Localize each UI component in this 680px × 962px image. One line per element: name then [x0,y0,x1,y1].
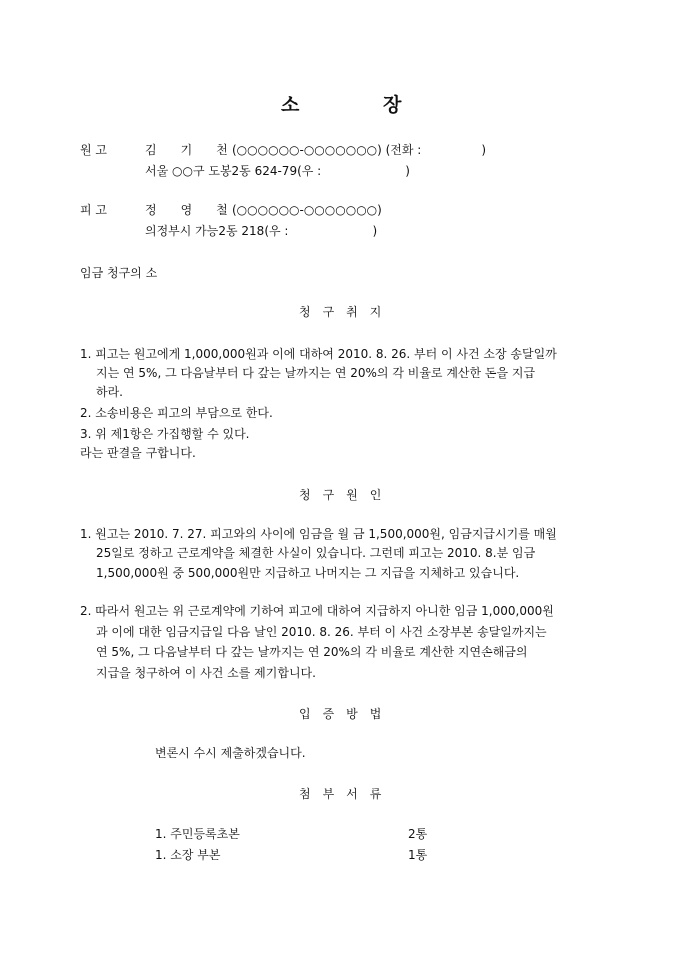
claim-cause-heading: 청 구 원 인 [299,488,382,502]
claim-purpose-closing: 라는 판결을 구합니다. [80,446,196,460]
claim-cause-item-2-line-4: 지급을 청구하여 이 사건 소를 제기합니다. [96,666,316,680]
claim-cause-item-1-line-3: 1,500,000원 중 500,000원만 지급하고 나머지는 그 지급을 지체하고 있습니다. [96,566,520,580]
plaintiff-role: 원 고 [80,143,107,157]
attachment-2-name: 1. 소장 부본 [155,848,221,862]
evidence-text: 변론시 수시 제출하겠습니다. [155,746,306,760]
claim-purpose-item-1-line-3: 하라. [96,385,123,399]
attachment-2-count: 1통 [408,848,428,862]
attachments-heading: 첨 부 서 류 [299,787,382,801]
plaintiff-address: 서울 ○○구 도봉2동 624-79(우 : ) [145,164,410,178]
claim-purpose-item-3: 3. 위 제1항은 가집행할 수 있다. [80,427,250,441]
claim-cause-item-2-line-2: 과 이에 대한 임금지급일 다음 날인 2010. 8. 26. 부터 이 사건 소장부본 송달일까지는 [96,625,547,639]
evidence-heading: 입 증 방 법 [299,707,382,721]
attachment-1-count: 2통 [408,827,428,841]
defendant-address: 의정부시 가능2동 218(우 : ) [145,224,378,238]
defendant-role: 피 고 [80,203,107,217]
plaintiff-name: 김 기 천 [145,143,228,157]
title-char-2: 장 [383,94,402,116]
claim-purpose-item-1-line-1: 1. 피고는 원고에게 1,000,000원과 이에 대하여 2010. 8. 26. 부터 이 사건 소장 송달일까 [80,347,557,361]
claim-cause-item-2-line-3: 연 5%, 그 다음날부터 다 갚는 날까지는 연 20%의 각 비율로 계산한 지연손해금의 [96,645,528,659]
defendant-id: (○○○○○○-○○○○○○○) [232,203,382,217]
claim-purpose-item-2: 2. 소송비용은 피고의 부담으로 한다. [80,406,273,420]
claim-cause-item-1-line-1: 1. 원고는 2010. 7. 27. 피고와의 사이에 임금을 월 금 1,500,000원, 임금지급시기를 매월 [80,527,557,541]
plaintiff-id-phone: (○○○○○○-○○○○○○○) (전화 : ) [232,143,487,157]
case-name: 임금 청구의 소 [80,266,158,280]
defendant-name: 정 영 철 [145,203,228,217]
attachment-1-name: 1. 주민등록초본 [155,827,240,841]
claim-cause-item-1-line-2: 25일로 정하고 근로계약을 체결한 사실이 있습니다. 그런데 피고는 2010. 8.분 임금 [96,546,536,560]
title-char-1: 소 [281,94,300,116]
claim-purpose-heading: 청 구 취 지 [299,305,382,319]
claim-purpose-item-1-line-2: 지는 연 5%, 그 다음날부터 다 갚는 날까지는 연 20%의 각 비율로 계산한 돈을 지급 [96,366,536,380]
claim-cause-item-2-line-1: 2. 따라서 원고는 위 근로계약에 기하여 피고에 대하여 지급하지 아니한 임금 1,000,000원 [80,604,554,618]
